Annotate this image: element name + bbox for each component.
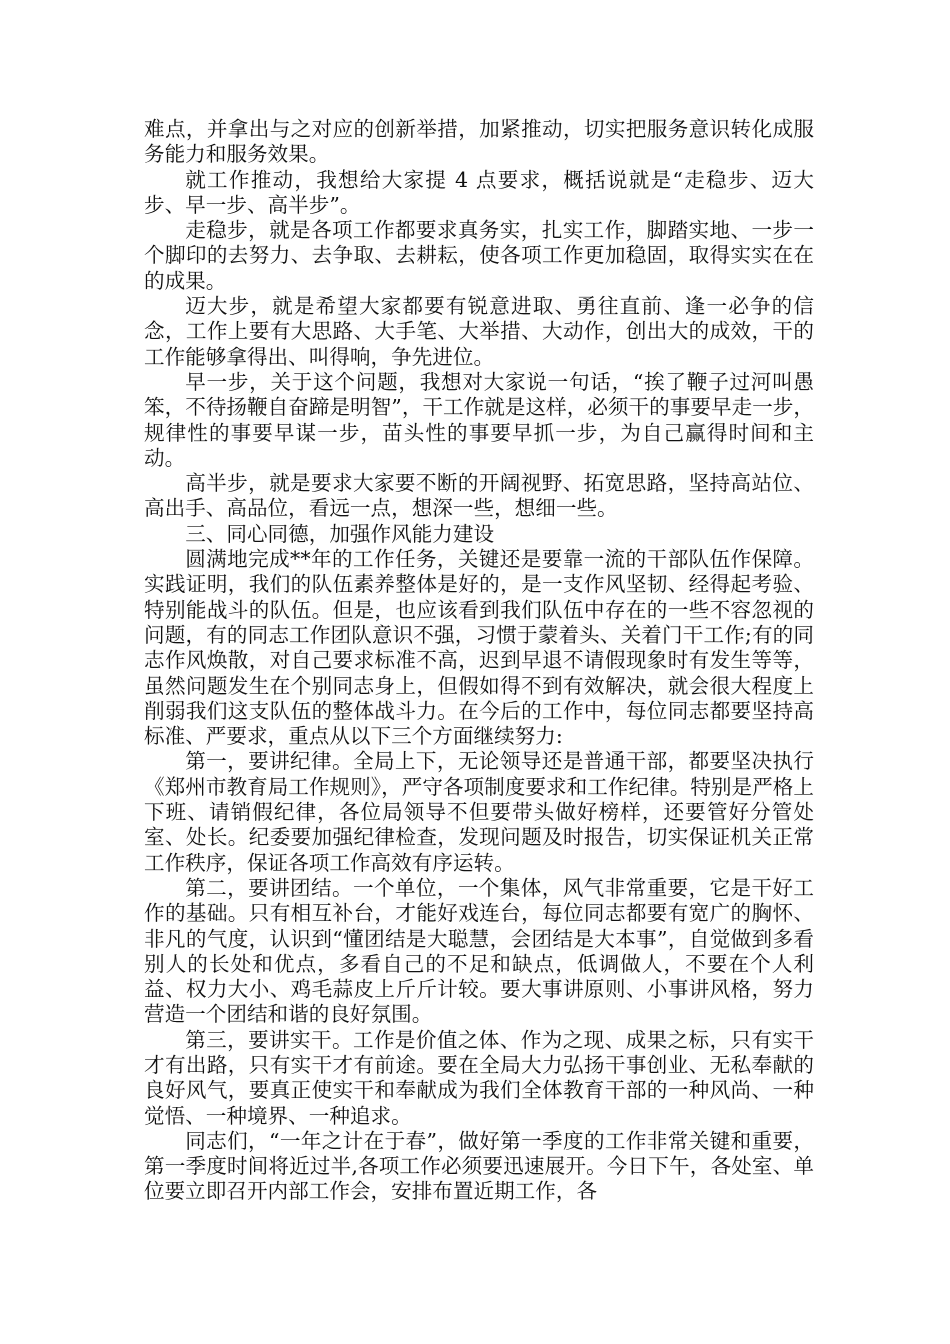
document-body <box>144 117 814 1205</box>
paragraph: 第三，要讲实干。工作是价值之体、作为之现、成果之标，只有实干才有出路，只有实干才有前途。要在全局大力弘扬干事创业、无私奉献的良好风气，要真正使实干和奉献成为我们全体教育干部的一种风尚、一种觉悟、一种境界、一种追求。 <box>144 1027 814 1128</box>
paragraph: 圆满地完成**年的工作任务，关键还是要靠一流的干部队伍作保障。实践证明，我们的队伍素养整体是好的，是一支作风坚韧、经得起考验、特别能战斗的队伍。但是，也应该看到我们队伍中存在的一些不容忽视的问题，有的同志工作团队意识不强，习惯于蒙着头、关着门干工作;有的同志作风焕散，对自己要求标准不高，迟到早退不请假现象时有发生等等，虽然问题发生在个别同志身上，但假如得不到有效解决，就会很大程度上削弱我们这支队伍的整体战斗力。在今后的工作中，每位同志都要坚持高标准、严要求，重点从以下三个方面继续努力: <box>144 547 814 749</box>
paragraph: 难点，并拿出与之对应的创新举措，加紧推动，切实把服务意识转化成服务能力和服务效果。 <box>144 117 814 167</box>
paragraph: 走稳步，就是各项工作都要求真务实，扎实工作，脚踏实地、一步一个脚印的去努力、去争取、去耕耘，使各项工作更加稳固，取得实实在在的成果。 <box>144 218 814 293</box>
paragraph: 早一步，关于这个问题，我想对大家说一句话，“挨了鞭子过河叫愚笨，不待扬鞭自奋蹄是明智”，干工作就是这样，必须干的事要早走一步，规律性的事要早谋一步，苗头性的事要早抓一步，为自己赢得时间和主动。 <box>144 369 814 470</box>
paragraph: 高半步，就是要求大家要不断的开阔视野、拓宽思路，坚持高站位、高出手、高品位，看远一点，想深一些，想细一些。 <box>144 471 814 521</box>
paragraph: 第一，要讲纪律。全局上下，无论领导还是普通干部，都要坚决执行《郑州市教育局工作规则》，严守各项制度要求和工作纪律。特别是严格上下班、请销假纪律，各位局领导不但要带头做好榜样，还要管好分管处室、处长。纪委要加强纪律检查，发现问题及时报告，切实保证机关正常工作秩序，保证各项工作高效有序运转。 <box>144 749 814 875</box>
paragraph: 就工作推动，我想给大家提 4 点要求，概括说就是“走稳步、迈大步、早一步、高半步”。 <box>144 167 814 217</box>
paragraph: 迈大步，就是希望大家都要有锐意进取、勇往直前、逢一必争的信念，工作上要有大思路、大手笔、大举措、大动作，创出大的成效，干的工作能够拿得出、叫得响，争先进位。 <box>144 294 814 369</box>
section-heading: 三、同心同德，加强作风能力建设 <box>185 521 495 546</box>
paragraph: 第二，要讲团结。一个单位，一个集体，风气非常重要，它是干好工作的基础。只有相互补台，才能好戏连台，每位同志都要有宽广的胸怀、非凡的气度，认识到“懂团结是大聪慧，会团结是大本事”，自觉做到多看别人的长处和优点，多看自己的不足和缺点，低调做人，不要在个人利益、权力大小、鸡毛蒜皮上斤斤计较。要大事讲原则、小事讲风格，努力营造一个团结和谐的良好氛围。 <box>144 875 814 1027</box>
paragraph: 同志们，“一年之计在于春”，做好第一季度的工作非常关键和重要，第一季度时间将近过半,各项工作必须要迅速展开。今日下午，各处室、单位要立即召开内部工作会，安排布置近期工作，各 <box>144 1128 814 1204</box>
